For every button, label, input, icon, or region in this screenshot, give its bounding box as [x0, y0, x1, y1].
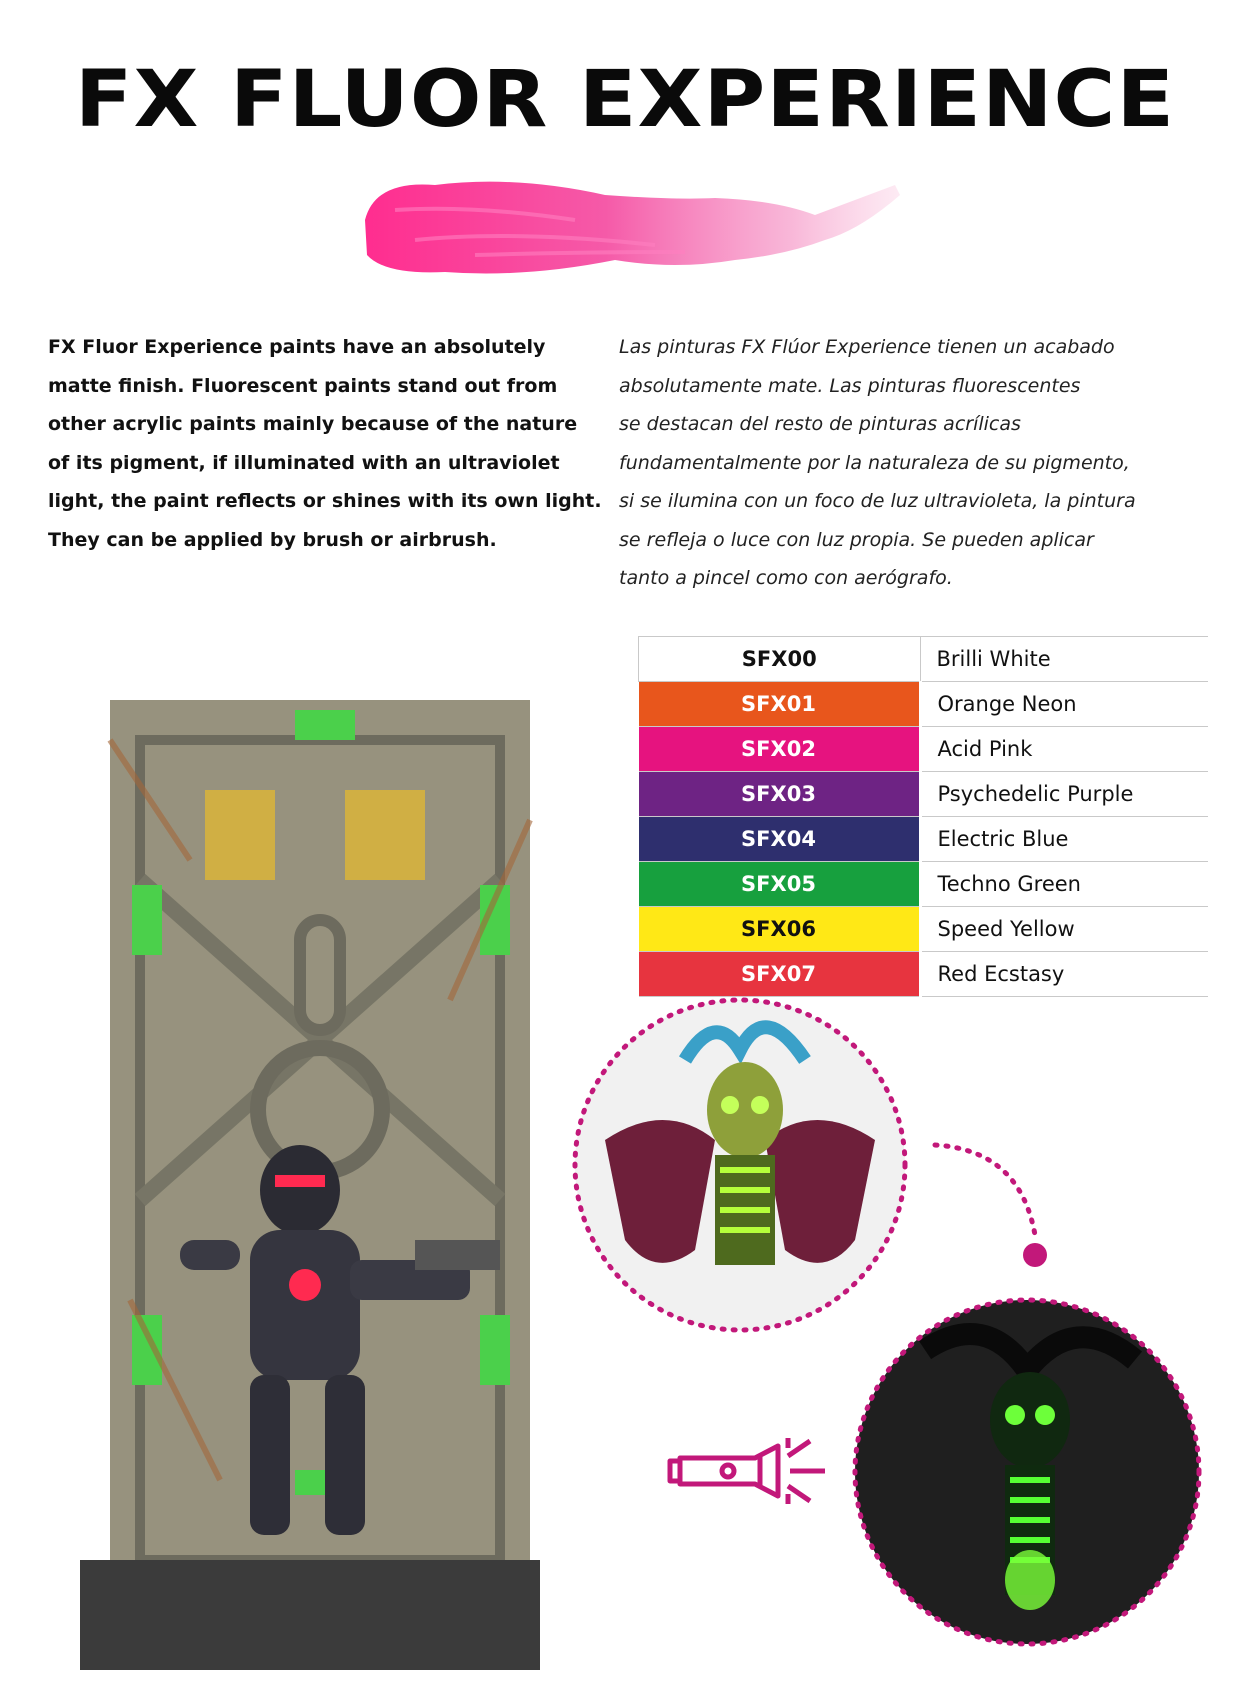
- figure-normal-light-circle: [565, 990, 915, 1340]
- english-line: light, the paint reflects or shines with its own light.: [48, 490, 602, 512]
- color-code-swatch: SFX00: [639, 637, 921, 682]
- miniature-door-scene: [70, 700, 540, 1680]
- color-row: [639, 907, 1209, 952]
- color-row: [639, 727, 1209, 772]
- color-name: Acid Pink: [920, 727, 1208, 772]
- color-table: [638, 636, 1208, 997]
- color-code-swatch: SFX02: [639, 727, 921, 772]
- spanish-line: si se ilumina con un foco de luz ultravioleta, la pintura: [619, 490, 1136, 512]
- uv-flashlight-icon: [660, 1436, 830, 1506]
- description-english: [48, 328, 608, 559]
- color-code-swatch: SFX04: [639, 817, 921, 862]
- pink-brush-stroke: [355, 160, 915, 300]
- color-code-swatch: SFX05: [639, 862, 921, 907]
- english-line: other acrylic paints mainly because of the nature: [48, 413, 578, 435]
- spanish-line: fundamentalmente por la naturaleza de su pigmento,: [619, 451, 1130, 474]
- spanish-line: se destacan del resto de pinturas acrílicas: [619, 413, 1021, 435]
- english-line: matte finish. Fluorescent paints stand out from: [48, 374, 558, 397]
- color-name: Electric Blue: [920, 817, 1208, 862]
- spanish-line: se refleja o luce con luz propia. Se pueden aplicar: [619, 528, 1094, 551]
- color-name: Red Ecstasy: [920, 952, 1208, 997]
- spanish-line: tanto a pincel como con aerógrafo.: [619, 567, 953, 589]
- color-name: Techno Green: [920, 862, 1208, 907]
- color-row: [639, 682, 1209, 727]
- color-name: Speed Yellow: [920, 907, 1208, 952]
- english-line: FX Fluor Experience paints have an absolutely: [48, 336, 546, 358]
- description-spanish: [619, 328, 1179, 598]
- page-title: FX FLUOR EXPERIENCE: [74, 55, 1176, 145]
- dotted-connector: [930, 1140, 1060, 1270]
- color-name: Orange Neon: [920, 682, 1208, 727]
- color-code-swatch: SFX01: [639, 682, 921, 727]
- english-line: of its pigment, if illuminated with an ultraviolet: [48, 451, 560, 474]
- color-name: Brilli White: [920, 637, 1208, 682]
- color-code-swatch: SFX06: [639, 907, 921, 952]
- color-row: [639, 637, 1209, 682]
- color-name: Psychedelic Purple: [920, 772, 1208, 817]
- color-row: [639, 772, 1209, 817]
- color-code-swatch: SFX07: [639, 952, 921, 997]
- spanish-line: absolutamente mate. Las pinturas fluorescentes: [619, 374, 1081, 397]
- color-row: [639, 817, 1209, 862]
- english-line: They can be applied by brush or airbrush.: [48, 528, 497, 551]
- spanish-line: Las pinturas FX Flúor Experience tienen un acabado: [619, 336, 1115, 358]
- color-code-swatch: SFX03: [639, 772, 921, 817]
- figure-uv-light-circle: [845, 1290, 1210, 1655]
- color-row: [639, 862, 1209, 907]
